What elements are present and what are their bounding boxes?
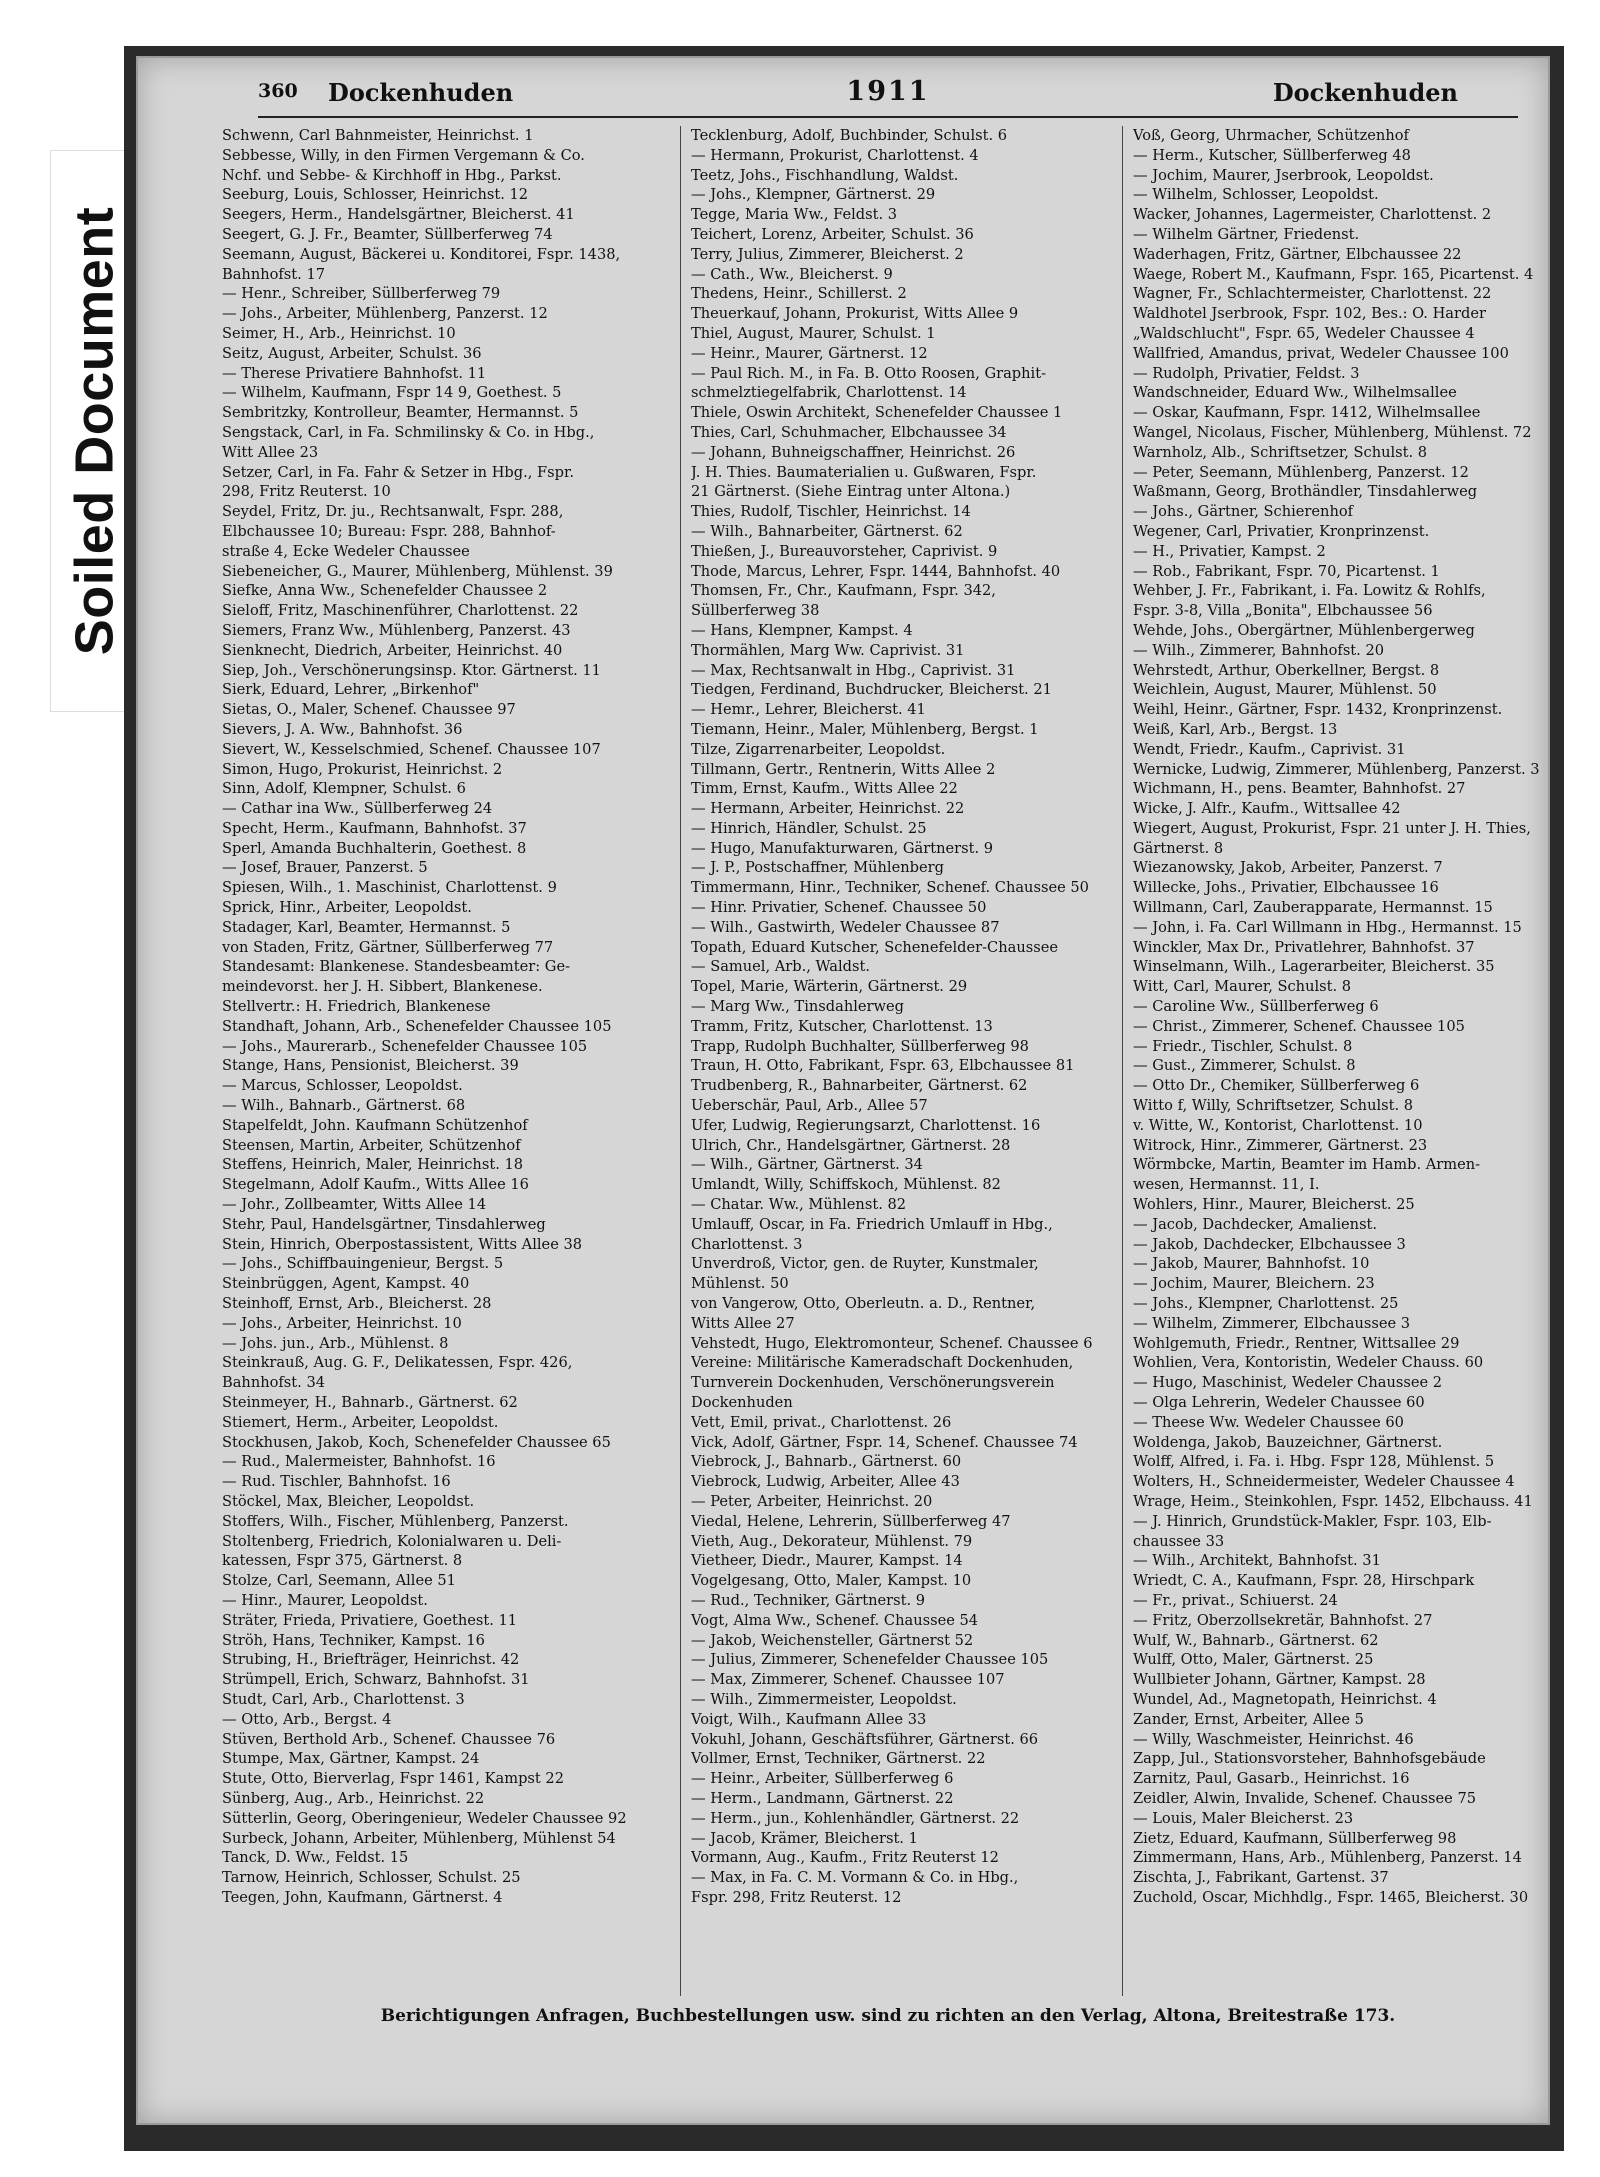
directory-entry: Specht, Herm., Kaufmann, Bahnhofst. 37 [222, 819, 527, 837]
page-header [258, 72, 1518, 118]
directory-entry: Vick, Adolf, Gärtner, Fspr. 14, Schenef. Chaussee 74 [691, 1433, 1078, 1451]
directory-entry: — Jakob, Dachdecker, Elbchaussee 3 [1133, 1235, 1406, 1253]
directory-entry: — Jakob, Maurer, Bahnhofst. 10 [1133, 1255, 1370, 1273]
directory-entry: Steffens, Heinrich, Maler, Heinrichst. 18 [222, 1156, 524, 1174]
directory-entry: Wiegert, August, Prokurist, Fspr. 21 unter J. H. Thies, [1133, 819, 1531, 837]
directory-entry: Stein, Hinrich, Oberpostassistent, Witts Allee 38 [222, 1235, 583, 1253]
directory-entry: Umlauff, Oscar, in Fa. Friedrich Umlauff in Hbg., [691, 1215, 1053, 1233]
directory-entry: Vormann, Aug., Kaufm., Fritz Reuterst 12 [691, 1849, 999, 1867]
directory-entry: — Otto Dr., Chemiker, Süllberferweg 6 [1133, 1077, 1420, 1095]
directory-entry: Timmermann, Hinr., Techniker, Schenef. Chaussee 50 [691, 879, 1089, 897]
directory-entry: — Marg Ww., Tinsdahlerweg [691, 998, 904, 1016]
directory-entry: Sträter, Frieda, Privatiere, Goethest. 11 [222, 1611, 518, 1629]
directory-entry: — Henr., Schreiber, Süllberferweg 79 [222, 285, 501, 303]
directory-entry: — Rud., Malermeister, Bahnhofst. 16 [222, 1453, 496, 1471]
directory-entry: Tiedgen, Ferdinand, Buchdrucker, Bleicherst. 21 [691, 681, 1052, 699]
directory-entry: Mühlenst. 50 [691, 1275, 789, 1293]
directory-entry: — Jacob, Dachdecker, Amalienst. [1133, 1215, 1378, 1233]
directory-entry: — Peter, Arbeiter, Heinrichst. 20 [691, 1492, 933, 1510]
directory-entry: Strümpell, Erich, Schwarz, Bahnhofst. 31 [222, 1671, 530, 1689]
directory-entry: Standesamt: Blankenese. Standesbeamter: Ge- [222, 958, 571, 976]
directory-entry: Wehde, Johs., Obergärtner, Mühlenbergerweg [1133, 621, 1475, 639]
directory-entry: Steinkrauß, Aug. G. F., Delikatessen, Fspr. 426, [222, 1354, 573, 1372]
directory-entry: Tiemann, Heinr., Maler, Mühlenberg, Bergst. 1 [691, 720, 1039, 738]
directory-entry: — Wilh., Zimmerer, Bahnhofst. 20 [1133, 641, 1385, 659]
directory-entry: Siemers, Franz Ww., Mühlenberg, Panzerst. 43 [222, 621, 571, 639]
directory-entry: Wörmbcke, Martin, Beamter im Hamb. Armen- [1133, 1156, 1481, 1174]
directory-entry: Dockenhuden [691, 1394, 793, 1411]
directory-entry: — Herm., Kutscher, Süllberferweg 48 [1133, 146, 1411, 164]
directory-entry: Terry, Julius, Zimmerer, Bleicherst. 2 [691, 245, 964, 263]
directory-entry: Witts Allee 27 [691, 1314, 795, 1332]
directory-entry: — Herm., jun., Kohlenhändler, Gärtnerst. 22 [691, 1809, 1020, 1827]
directory-entry: Topath, Eduard Kutscher, Schenefelder-Chaussee [691, 938, 1058, 956]
directory-entry: Sünberg, Aug., Arb., Heinrichst. 22 [222, 1789, 485, 1807]
directory-entry: Studt, Carl, Arb., Charlottenst. 3 [222, 1690, 465, 1708]
directory-entry: Stockhusen, Jakob, Koch, Schenefelder Chaussee 65 [222, 1433, 611, 1451]
directory-entry: Weiß, Karl, Arb., Bergst. 13 [1133, 720, 1338, 738]
directory-entry: — Wilhelm, Schlosser, Leopoldst. [1133, 186, 1379, 204]
directory-entry: — Willy, Waschmeister, Heinrichst. 46 [1133, 1730, 1414, 1748]
directory-entry: Vogelgesang, Otto, Maler, Kampst. 10 [691, 1572, 972, 1590]
directory-entry: Wegener, Carl, Privatier, Kronprinzenst. [1133, 522, 1430, 540]
directory-entry: Stellvertr.: H. Friedrich, Blankenese [222, 998, 491, 1016]
directory-entry: Vett, Emil, privat., Charlottenst. 26 [691, 1413, 952, 1431]
directory-entry: — Hinr., Maurer, Leopoldst. [222, 1591, 428, 1609]
directory-entry: Nchf. und Sebbe- & Kirchhoff in Hbg., Parkst. [222, 166, 562, 184]
directory-entry: — Cathar ina Ww., Süllberferweg 24 [222, 800, 493, 818]
directory-entry: meindevorst. her J. H. Sibbert, Blankenese. [222, 978, 543, 996]
directory-entry: Witt Allee 23 [222, 443, 319, 461]
directory-entry: Witt, Carl, Maurer, Schulst. 8 [1133, 978, 1352, 996]
directory-entry: — Chatar. Ww., Mühlenst. 82 [691, 1196, 907, 1214]
directory-entry: von Vangerow, Otto, Oberleutn. a. D., Rentner, [691, 1295, 1036, 1313]
directory-entry: Thies, Carl, Schuhmacher, Elbchaussee 34 [691, 423, 1007, 441]
directory-entry: — Wilh., Architekt, Bahnhofst. 31 [1133, 1552, 1381, 1570]
directory-entry: Wendt, Friedr., Kaufm., Caprivist. 31 [1133, 740, 1406, 758]
directory-entry: Voß, Georg, Uhrmacher, Schützenhof [1133, 127, 1409, 144]
directory-entry: Winselmann, Wilh., Lagerarbeiter, Bleicherst. 35 [1133, 958, 1495, 976]
directory-entry: Spiesen, Wilh., 1. Maschinist, Charlottenst. 9 [222, 879, 557, 897]
directory-entry: — Hermann, Arbeiter, Heinrichst. 22 [691, 800, 965, 818]
directory-entry: — Jakob, Weichensteller, Gärtnerst 52 [691, 1631, 974, 1649]
directory-entry: Vieth, Aug., Dekorateur, Mühlenst. 79 [691, 1532, 973, 1550]
directory-entry: Thiele, Oswin Architekt, Schenefelder Chaussee 1 [691, 404, 1063, 422]
directory-entry: Unverdroß, Victor, gen. de Ruyter, Kunstmaler, [691, 1255, 1039, 1273]
directory-entry: Wangel, Nicolaus, Fischer, Mühlenberg, Mühlenst. 72 [1133, 423, 1532, 441]
directory-entry: Wernicke, Ludwig, Zimmerer, Mühlenberg, Panzerst. 3 [1133, 760, 1540, 778]
directory-entry: — Hans, Klempner, Kampst. 4 [691, 621, 913, 639]
header-left-title: Dockenhuden [328, 78, 514, 107]
directory-entry: Sengstack, Carl, in Fa. Schmilinsky & Co. in Hbg., [222, 423, 595, 441]
directory-entry: — Herm., Landmann, Gärtnerst. 22 [691, 1789, 954, 1807]
directory-entry: Vokuhl, Johann, Geschäftsführer, Gärtnerst. 66 [691, 1730, 1039, 1748]
directory-entry: Stadager, Karl, Beamter, Hermannst. 5 [222, 918, 511, 936]
directory-entry: „Waldschlucht", Fspr. 65, Wedeler Chaussee 4 [1133, 324, 1475, 342]
directory-entry: — Wilh., Bahnarbeiter, Gärtnerst. 62 [691, 522, 963, 540]
directory-entry: — Rob., Fabrikant, Fspr. 70, Picartenst. 1 [1133, 562, 1440, 580]
directory-entry: v. Witte, W., Kontorist, Charlottenst. 10 [1133, 1116, 1423, 1134]
directory-entry: Fspr. 3-8, Villa „Bonita", Elbchaussee 56 [1133, 602, 1433, 620]
directory-entry: 21 Gärtnerst. (Siehe Eintrag unter Altona.) [691, 483, 1011, 501]
directory-column-2 [680, 126, 1123, 1996]
directory-entry: — Jochim, Maurer, Bleichern. 23 [1133, 1275, 1375, 1293]
directory-entry: Ströh, Hans, Techniker, Kampst. 16 [222, 1631, 485, 1649]
directory-entry: Traun, H. Otto, Fabrikant, Fspr. 63, Elbchaussee 81 [691, 1057, 1075, 1075]
directory-entry: — Hinrich, Händler, Schulst. 25 [691, 819, 927, 837]
directory-entry: Wundel, Ad., Magnetopath, Heinrichst. 4 [1133, 1690, 1437, 1708]
directory-entry: Viebrock, Ludwig, Arbeiter, Allee 43 [691, 1473, 960, 1491]
directory-entry: Gärtnerst. 8 [1133, 839, 1224, 857]
directory-entry: Ulrich, Chr., Handelsgärtner, Gärtnerst. 28 [691, 1136, 1011, 1154]
directory-entry: Stange, Hans, Pensionist, Bleicherst. 39 [222, 1057, 519, 1075]
directory-column-3 [1122, 126, 1545, 1996]
directory-entry: Stöckel, Max, Bleicher, Leopoldst. [222, 1492, 475, 1510]
directory-entry: — Caroline Ww., Süllberferweg 6 [1133, 998, 1379, 1016]
directory-entry: — Josef, Brauer, Panzerst. 5 [222, 859, 428, 877]
directory-entry: — Hinr. Privatier, Schenef. Chaussee 50 [691, 899, 987, 917]
directory-entry: Sieloff, Fritz, Maschinenführer, Charlottenst. 22 [222, 602, 579, 620]
directory-entry: Trapp, Rudolph Buchhalter, Süllberferweg 98 [691, 1037, 1029, 1055]
directory-entry: Wacker, Johannes, Lagermeister, Charlottenst. 2 [1133, 206, 1492, 224]
directory-entry: — John, i. Fa. Carl Willmann in Hbg., Hermannst. 15 [1133, 918, 1522, 936]
directory-entry: — Fritz, Oberzollsekretär, Bahnhofst. 27 [1133, 1611, 1433, 1629]
directory-entry: schmelztiegelfabrik, Charlottenst. 14 [691, 384, 967, 402]
directory-entry: Seegers, Herm., Handelsgärtner, Bleicherst. 41 [222, 206, 575, 224]
directory-entry: — Johs., Schiffbauingenieur, Bergst. 5 [222, 1255, 504, 1273]
directory-entry: Vehstedt, Hugo, Elektromonteur, Schenef. Chaussee 6 [691, 1334, 1093, 1352]
directory-entry: — Samuel, Arb., Waldst. [691, 958, 870, 976]
directory-entry: — Max, in Fa. C. M. Vormann & Co. in Hbg., [691, 1869, 1019, 1887]
directory-page [136, 56, 1550, 2125]
directory-entry: Surbeck, Johann, Arbeiter, Mühlenberg, Mühlenst 54 [222, 1829, 616, 1847]
directory-entry: Thiel, August, Maurer, Schulst. 1 [691, 324, 936, 342]
directory-entry: Wandschneider, Eduard Ww., Wilhelmsallee [1133, 384, 1457, 402]
publisher-footer: Berichtigungen Anfragen, Buchbestellungen usw. sind zu richten an den Verlag, Altona, Breitestraße 173. [380, 2006, 1396, 2026]
directory-entry: Stoltenberg, Friedrich, Kolonialwaren u. Deli- [222, 1532, 562, 1550]
directory-entry: Wohlien, Vera, Kontoristin, Wedeler Chauss. 60 [1133, 1354, 1484, 1372]
directory-entry: Warnholz, Alb., Schriftsetzer, Schulst. 8 [1133, 443, 1428, 461]
directory-entry: Strubing, H., Briefträger, Heinrichst. 42 [222, 1651, 520, 1669]
directory-entry: Teetz, Johs., Fischhandlung, Waldst. [691, 166, 959, 184]
directory-entry: — Jochim, Maurer, Jserbrook, Leopoldst. [1133, 166, 1434, 184]
directory-entry: Bahnhofst. 34 [222, 1374, 326, 1392]
directory-entry: Seegert, G. J. Fr., Beamter, Süllberferweg 74 [222, 225, 553, 243]
directory-entry: — Johs., Klempner, Gärtnerst. 29 [691, 186, 936, 204]
directory-entry: — J. Hinrich, Grundstück-Makler, Fspr. 103, Elb- [1133, 1512, 1492, 1530]
directory-entry: Vollmer, Ernst, Techniker, Gärtnerst. 22 [691, 1750, 986, 1768]
directory-entry: — Wilh., Gastwirth, Wedeler Chaussee 87 [691, 918, 1000, 936]
directory-entry: Tillmann, Gertr., Rentnerin, Witts Allee 2 [691, 760, 996, 778]
directory-entry: Wichmann, H., pens. Beamter, Bahnhofst. 27 [1133, 780, 1466, 798]
directory-entry: Steinmeyer, H., Bahnarb., Gärtnerst. 62 [222, 1394, 518, 1411]
directory-entry: Wulff, Otto, Maler, Gärtnerst. 25 [1133, 1651, 1374, 1669]
directory-entry: Steensen, Martin, Arbeiter, Schützenhof [222, 1136, 521, 1154]
directory-entry: Elbchaussee 10; Bureau: Fspr. 288, Bahnhof- [222, 522, 556, 540]
directory-entry: Thomsen, Fr., Chr., Kaufmann, Fspr. 342, [691, 582, 996, 600]
directory-entry: — Wilhelm, Kaufmann, Fspr 14 9, Goethest. 5 [222, 384, 562, 402]
directory-entry: — Friedr., Tischler, Schulst. 8 [1133, 1037, 1353, 1055]
directory-entry: Teichert, Lorenz, Arbeiter, Schulst. 36 [691, 225, 974, 243]
directory-entry: Siebeneicher, G., Maurer, Mühlenberg, Mühlenst. 39 [222, 562, 613, 580]
directory-entry: — Johs., Arbeiter, Heinrichst. 10 [222, 1314, 462, 1332]
directory-entry: Wrage, Heim., Steinkohlen, Fspr. 1452, Elbchauss. 41 [1133, 1492, 1533, 1510]
directory-entry: Wagner, Fr., Schlachtermeister, Charlottenst. 22 [1133, 285, 1492, 303]
directory-entry: Tecklenburg, Adolf, Buchbinder, Schulst. 6 [691, 127, 1008, 144]
directory-entry: — Jacob, Krämer, Bleicherst. 1 [691, 1829, 918, 1847]
directory-entry: Stoffers, Wilh., Fischer, Mühlenberg, Panzerst. [222, 1512, 569, 1530]
directory-entry: — Fr., privat., Schiuerst. 24 [1133, 1591, 1338, 1609]
directory-entry: Willmann, Carl, Zauberapparate, Hermannst. 15 [1133, 899, 1493, 917]
directory-entry: Zietz, Eduard, Kaufmann, Süllberferweg 98 [1133, 1829, 1457, 1847]
directory-entry: Bahnhofst. 17 [222, 265, 326, 283]
directory-entry: — Peter, Seemann, Mühlenberg, Panzerst. 12 [1133, 463, 1469, 481]
directory-entry: — Otto, Arb., Bergst. 4 [222, 1710, 392, 1728]
directory-entry: Stiemert, Herm., Arbeiter, Leopoldst. [222, 1413, 499, 1431]
directory-entry: Witrock, Hinr., Zimmerer, Gärtnerst. 23 [1133, 1136, 1428, 1154]
directory-entry: straße 4, Ecke Wedeler Chaussee [222, 542, 470, 560]
directory-entry: Ueberschär, Paul, Arb., Allee 57 [691, 1097, 928, 1115]
directory-entry: Sinn, Adolf, Klempner, Schulst. 6 [222, 780, 466, 798]
directory-entry: — Olga Lehrerin, Wedeler Chaussee 60 [1133, 1394, 1425, 1411]
directory-entry: Tarnow, Heinrich, Schlosser, Schulst. 25 [222, 1869, 521, 1887]
directory-entry: Steinhoff, Ernst, Arb., Bleicherst. 28 [222, 1295, 492, 1313]
directory-entry: Siefke, Anna Ww., Schenefelder Chaussee 2 [222, 582, 548, 600]
directory-entry: Wiezanowsky, Jakob, Arbeiter, Panzerst. 7 [1133, 859, 1443, 877]
directory-entry: Wulf, W., Bahnarb., Gärtnerst. 62 [1133, 1631, 1379, 1649]
directory-entry: — Wilhelm Gärtner, Friedenst. [1133, 225, 1360, 243]
directory-entry: — Johs., Maurerarb., Schenefelder Chaussee 105 [222, 1037, 588, 1055]
directory-entry: Weihl, Heinr., Gärtner, Fspr. 1432, Kronprinzenst. [1133, 701, 1503, 719]
directory-entry: Sienknecht, Diedrich, Arbeiter, Heinrichst. 40 [222, 641, 563, 659]
directory-entry: Sievers, J. A. Ww., Bahnhofst. 36 [222, 720, 463, 738]
directory-entry: Wicke, J. Alfr., Kaufm., Wittsallee 42 [1133, 800, 1401, 818]
directory-entry: — Johr., Zollbeamter, Witts Allee 14 [222, 1196, 487, 1214]
directory-entry: — Johs. jun., Arb., Mühlenst. 8 [222, 1334, 449, 1352]
directory-entry: Wolff, Alfred, i. Fa. i. Hbg. Fspr 128, Mühlenst. 5 [1133, 1453, 1495, 1471]
directory-entry: Charlottenst. 3 [691, 1235, 803, 1253]
directory-entry: Sembritzky, Kontrolleur, Beamter, Hermannst. 5 [222, 404, 579, 422]
directory-entry: — Hugo, Manufakturwaren, Gärtnerst. 9 [691, 839, 994, 857]
directory-entry: Thießen, J., Bureauvorsteher, Caprivist. 9 [691, 542, 998, 560]
directory-entry: Waege, Robert M., Kaufmann, Fspr. 165, Picartenst. 4 [1133, 265, 1534, 283]
directory-entry: — Paul Rich. M., in Fa. B. Otto Roosen, Graphit- [691, 364, 1047, 382]
directory-entry: Setzer, Carl, in Fa. Fahr & Setzer in Hbg., Fspr. [222, 463, 575, 481]
directory-entry: Zuchold, Oscar, Michhdlg., Fspr. 1465, Bleicherst. 30 [1133, 1888, 1529, 1906]
stamp-label: Soiled Document [64, 206, 125, 656]
directory-entry: Tegge, Maria Ww., Feldst. 3 [691, 206, 898, 224]
directory-entry: Seitz, August, Arbeiter, Schulst. 36 [222, 344, 482, 362]
directory-entry: Süllberferweg 38 [691, 602, 820, 620]
directory-entry: — Heinr., Maurer, Gärtnerst. 12 [691, 344, 928, 362]
directory-entry: — Hemr., Lehrer, Bleicherst. 41 [691, 701, 926, 719]
directory-entry: — Wilh., Bahnarb., Gärtnerst. 68 [222, 1097, 466, 1115]
directory-entry: Thormählen, Marg Ww. Caprivist. 31 [691, 641, 965, 659]
directory-entry: — Wilhelm, Zimmerer, Elbchaussee 3 [1133, 1314, 1411, 1332]
directory-entry: Wullbieter Johann, Gärtner, Kampst. 28 [1133, 1671, 1426, 1689]
directory-entry: Simon, Hugo, Prokurist, Heinrichst. 2 [222, 760, 503, 778]
directory-entry: — Gust., Zimmerer, Schulst. 8 [1133, 1057, 1356, 1075]
directory-entry: Umlandt, Willy, Schiffskoch, Mühlenst. 82 [691, 1176, 1001, 1194]
directory-entry: chaussee 33 [1133, 1532, 1225, 1550]
directory-entry: — Julius, Zimmerer, Schenefelder Chaussee 105 [691, 1651, 1049, 1669]
directory-entry: Seydel, Fritz, Dr. ju., Rechtsanwalt, Fspr. 288, [222, 503, 564, 521]
directory-entry: — Max, Zimmerer, Schenef. Chaussee 107 [691, 1671, 1005, 1689]
directory-entry: Wehber, J. Fr., Fabrikant, i. Fa. Lowitz & Rohlfs, [1133, 582, 1486, 600]
directory-entry: Stute, Otto, Bierverlag, Fspr 1461, Kampst 22 [222, 1770, 564, 1788]
directory-entry: Vereine: Militärische Kameradschaft Dockenhuden, [691, 1354, 1074, 1372]
directory-column-1 [222, 126, 660, 1996]
directory-entry: — Johs., Klempner, Charlottenst. 25 [1133, 1295, 1399, 1313]
directory-entry: — Therese Privatiere Bahnhofst. 11 [222, 364, 487, 382]
directory-entry: Turnverein Dockenhuden, Verschönerungsverein [691, 1374, 1055, 1392]
directory-entry: — Johann, Buhneigschaffner, Heinrichst. 26 [691, 443, 1016, 461]
directory-entry: Vogt, Alma Ww., Schenef. Chaussee 54 [691, 1611, 979, 1629]
directory-entry: Vietheer, Diedr., Maurer, Kampst. 14 [691, 1552, 963, 1570]
directory-entry: — Marcus, Schlosser, Leopoldst. [222, 1077, 463, 1095]
directory-entry: — Christ., Zimmerer, Schenef. Chaussee 105 [1133, 1017, 1465, 1035]
directory-entry: Thode, Marcus, Lehrer, Fspr. 1444, Bahnhofst. 40 [691, 562, 1061, 580]
directory-entry: Sprick, Hinr., Arbeiter, Leopoldst. [222, 899, 472, 917]
directory-entry: Seeburg, Louis, Schlosser, Heinrichst. 12 [222, 186, 529, 204]
directory-entry: Tilze, Zigarrenarbeiter, Leopoldst. [691, 740, 946, 758]
directory-entry: — Cath., Ww., Bleicherst. 9 [691, 265, 893, 283]
directory-entry: 298, Fritz Reuterst. 10 [222, 483, 391, 501]
directory-entry: Wolters, H., Schneidermeister, Wedeler Chaussee 4 [1133, 1473, 1515, 1491]
directory-entry: Wohlers, Hinr., Maurer, Bleicherst. 25 [1133, 1196, 1415, 1214]
directory-entry: Sperl, Amanda Buchhalterin, Goethest. 8 [222, 839, 527, 857]
directory-entry: Trudbenberg, R., Bahnarbeiter, Gärtnerst. 62 [691, 1077, 1028, 1095]
directory-entry: — Oskar, Kaufmann, Fspr. 1412, Wilhelmsallee [1133, 404, 1481, 422]
directory-entry: Waldhotel Jserbrook, Fspr. 102, Bes.: O. Harder [1133, 305, 1486, 323]
directory-entry: Teegen, John, Kaufmann, Gärtnerst. 4 [222, 1888, 503, 1906]
directory-entry: Willecke, Johs., Privatier, Elbchaussee 16 [1133, 879, 1439, 897]
directory-entry: — Heinr., Arbeiter, Süllberferweg 6 [691, 1770, 954, 1788]
directory-entry: von Staden, Fritz, Gärtner, Süllberferweg 77 [222, 938, 554, 956]
directory-entry: Seemann, August, Bäckerei u. Konditorei, Fspr. 1438, [222, 245, 621, 263]
directory-entry: Stumpe, Max, Gärtner, Kampst. 24 [222, 1750, 480, 1768]
directory-entry: — Theese Ww. Wedeler Chaussee 60 [1133, 1413, 1404, 1431]
directory-entry: — Louis, Maler Bleicherst. 23 [1133, 1809, 1354, 1827]
directory-entry: Waßmann, Georg, Brothändler, Tinsdahlerweg [1133, 483, 1478, 501]
directory-entry: Winckler, Max Dr., Privatlehrer, Bahnhofst. 37 [1133, 938, 1475, 956]
directory-entry: — Hugo, Maschinist, Wedeler Chaussee 2 [1133, 1374, 1443, 1392]
directory-entry: Tramm, Fritz, Kutscher, Charlottenst. 13 [691, 1017, 993, 1035]
directory-entry: Standhaft, Johann, Arb., Schenefelder Chaussee 105 [222, 1017, 612, 1035]
directory-entry: katessen, Fspr 375, Gärtnerst. 8 [222, 1552, 463, 1570]
directory-entry: — Johs., Gärtner, Schierenhof [1133, 503, 1354, 521]
directory-entry: — Wilh., Zimmermeister, Leopoldst. [691, 1690, 957, 1708]
directory-entry: — Max, Rechtsanwalt in Hbg., Caprivist. 31 [691, 661, 1016, 679]
directory-entry: Wohlgemuth, Friedr., Rentner, Wittsallee 29 [1133, 1334, 1460, 1352]
directory-entry: wesen, Hermannst. 11, I. [1133, 1176, 1320, 1194]
directory-entry: — Rud. Tischler, Bahnhofst. 16 [222, 1473, 451, 1491]
directory-entry: — H., Privatier, Kampst. 2 [1133, 542, 1326, 560]
directory-entry: Stolze, Carl, Seemann, Allee 51 [222, 1572, 456, 1590]
directory-entry: Voigt, Wilh., Kaufmann Allee 33 [691, 1710, 927, 1728]
directory-entry: Stegelmann, Adolf Kaufm., Witts Allee 16 [222, 1176, 529, 1194]
directory-entry: — Hermann, Prokurist, Charlottenst. 4 [691, 146, 979, 164]
directory-entry: Sütterlin, Georg, Oberingenieur, Wedeler Chaussee 92 [222, 1809, 627, 1827]
directory-entry: Viedal, Helene, Lehrerin, Süllberferweg 47 [691, 1512, 1011, 1530]
directory-entry: Seimer, H., Arb., Heinrichst. 10 [222, 324, 456, 342]
directory-entry: Zeidler, Alwin, Invalide, Schenef. Chaussee 75 [1133, 1789, 1477, 1807]
directory-entry: Schwenn, Carl Bahnmeister, Heinrichst. 1 [222, 127, 534, 144]
directory-entry: Thedens, Heinr., Schillerst. 2 [691, 285, 907, 303]
directory-entry: Sievert, W., Kesselschmied, Schenef. Chaussee 107 [222, 740, 601, 758]
directory-entry: Zander, Ernst, Arbeiter, Allee 5 [1133, 1710, 1364, 1728]
directory-entry: Woldenga, Jakob, Bauzeichner, Gärtnerst. [1133, 1433, 1443, 1451]
directory-entry: Wallfried, Amandus, privat, Wedeler Chaussee 100 [1133, 344, 1509, 362]
directory-entry: — Rud., Techniker, Gärtnerst. 9 [691, 1591, 926, 1609]
directory-entry: Weichlein, August, Maurer, Mühlenst. 50 [1133, 681, 1437, 699]
directory-entry: J. H. Thies. Baumaterialien u. Gußwaren, Fspr. [691, 463, 1037, 481]
directory-entry: Viebrock, J., Bahnarb., Gärtnerst. 60 [691, 1453, 962, 1471]
directory-entry: Sebbesse, Willy, in den Firmen Vergemann & Co. [222, 146, 585, 164]
directory-entry: Stapelfeldt, John. Kaufmann Schützenhof [222, 1116, 528, 1134]
directory-entry: Timm, Ernst, Kaufm., Witts Allee 22 [691, 780, 958, 798]
directory-entry: Wriedt, C. A., Kaufmann, Fspr. 28, Hirschpark [1133, 1572, 1475, 1590]
directory-entry: Witto f, Willy, Schriftsetzer, Schulst. 8 [1133, 1097, 1414, 1115]
directory-entry: Siep, Joh., Verschönerungsinsp. Ktor. Gärtnerst. 11 [222, 661, 601, 679]
directory-entry: — J. P., Postschaffner, Mühlenberg [691, 859, 944, 877]
directory-entry: Steinbrüggen, Agent, Kampst. 40 [222, 1275, 470, 1293]
directory-entry: Theuerkauf, Johann, Prokurist, Witts Allee 9 [691, 305, 1019, 323]
header-year: 1911 [846, 76, 930, 107]
directory-entry: Stehr, Paul, Handelsgärtner, Tinsdahlerweg [222, 1215, 546, 1233]
header-right-title: Dockenhuden [1272, 78, 1458, 107]
directory-entry: Zapp, Jul., Stationsvorsteher, Bahnhofsgebäude [1133, 1750, 1486, 1768]
directory-entry: Stüven, Berthold Arb., Schenef. Chaussee 76 [222, 1730, 556, 1748]
directory-entry: Zischta, J., Fabrikant, Gartenst. 37 [1133, 1869, 1389, 1887]
directory-entry: — Rudolph, Privatier, Feldst. 3 [1133, 364, 1360, 382]
directory-entry: Ufer, Ludwig, Regierungsarzt, Charlottenst. 16 [691, 1116, 1041, 1134]
page-number: 360 [258, 80, 298, 102]
directory-entry: Sierk, Eduard, Lehrer, „Birkenhof" [222, 681, 480, 699]
directory-entry: Zarnitz, Paul, Gasarb., Heinrichst. 16 [1133, 1770, 1410, 1788]
directory-entry: Wehrstedt, Arthur, Oberkellner, Bergst. 8 [1133, 661, 1440, 679]
directory-entry: Tanck, D. Ww., Feldst. 15 [222, 1849, 409, 1867]
directory-entry: Zimmermann, Hans, Arb., Mühlenberg, Panzerst. 14 [1133, 1849, 1522, 1867]
directory-entry: Thies, Rudolf, Tischler, Heinrichst. 14 [691, 503, 971, 521]
directory-entry: — Johs., Arbeiter, Mühlenberg, Panzerst. 12 [222, 305, 548, 323]
directory-entry: Topel, Marie, Wärterin, Gärtnerst. 29 [691, 978, 968, 996]
directory-entry: Fspr. 298, Fritz Reuterst. 12 [691, 1888, 902, 1906]
directory-entry: — Wilh., Gärtner, Gärtnerst. 34 [691, 1156, 923, 1174]
directory-entry: Waderhagen, Fritz, Gärtner, Elbchaussee 22 [1133, 245, 1462, 263]
directory-entry: Sietas, O., Maler, Schenef. Chaussee 97 [222, 701, 516, 719]
